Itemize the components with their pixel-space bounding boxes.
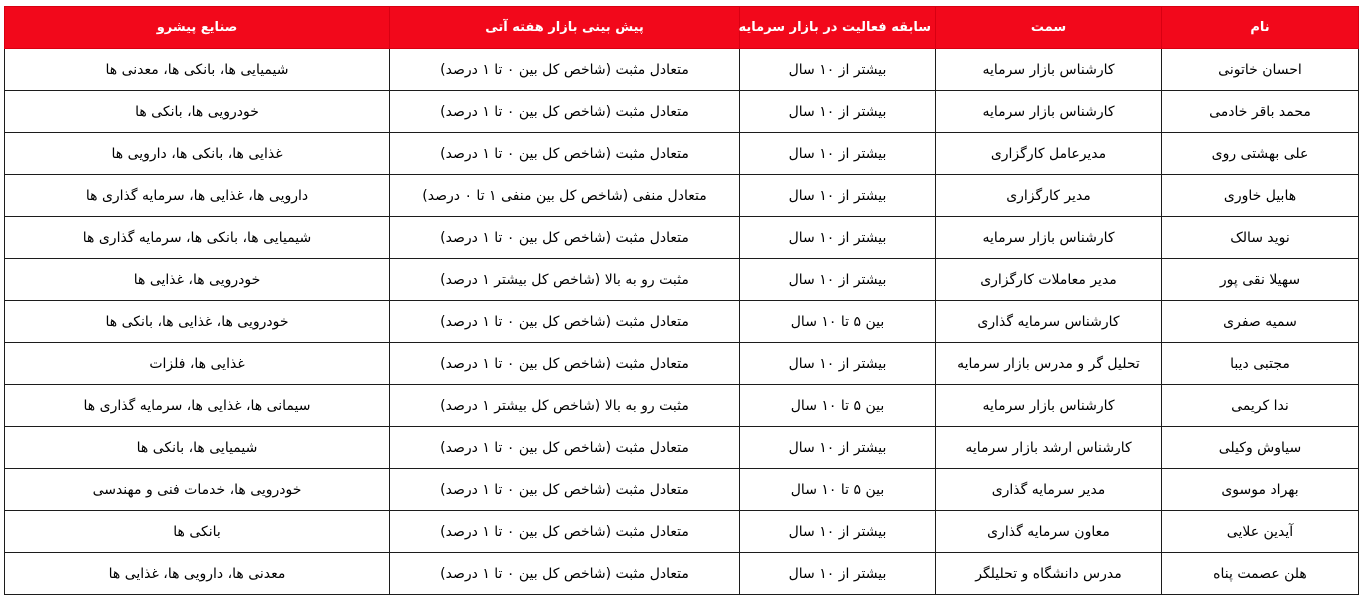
cell-experience: بیشتر از ۱۰ سال bbox=[740, 91, 936, 133]
table-header-row bbox=[5, 7, 1359, 49]
cell-industries: بانکی ها bbox=[5, 511, 390, 553]
table-row bbox=[5, 427, 1359, 469]
table-row bbox=[5, 301, 1359, 343]
cell-forecast: متعادل منفی (شاخص کل بین منفی ۱ تا ۰ درصد) bbox=[390, 175, 740, 217]
analyst-forecast-table-container bbox=[4, 6, 1358, 595]
cell-experience: بین ۵ تا ۱۰ سال bbox=[740, 469, 936, 511]
cell-industries: خودرویی ها، غذایی ها، بانکی ها bbox=[5, 301, 390, 343]
cell-industries: شیمیایی ها، بانکی ها، معدنی ها bbox=[5, 49, 390, 91]
cell-forecast: مثبت رو به بالا (شاخص کل بیشتر ۱ درصد) bbox=[390, 385, 740, 427]
cell-role: تحلیل گر و مدرس بازار سرمایه bbox=[936, 343, 1162, 385]
table-row bbox=[5, 133, 1359, 175]
cell-forecast: متعادل مثبت (شاخص کل بین ۰ تا ۱ درصد) bbox=[390, 301, 740, 343]
cell-name: آیدین علایی bbox=[1162, 511, 1359, 553]
table-row bbox=[5, 511, 1359, 553]
cell-role: کارشناس سرمایه گذاری bbox=[936, 301, 1162, 343]
cell-experience: بیشتر از ۱۰ سال bbox=[740, 217, 936, 259]
cell-experience: بیشتر از ۱۰ سال bbox=[740, 133, 936, 175]
cell-forecast: متعادل مثبت (شاخص کل بین ۰ تا ۱ درصد) bbox=[390, 469, 740, 511]
cell-role: مدیر معاملات کارگزاری bbox=[936, 259, 1162, 301]
cell-name: سمیه صفری bbox=[1162, 301, 1359, 343]
cell-name: نوید سالک bbox=[1162, 217, 1359, 259]
cell-experience: بین ۵ تا ۱۰ سال bbox=[740, 301, 936, 343]
table-row bbox=[5, 385, 1359, 427]
header-role: سمت bbox=[936, 7, 1162, 49]
header-forecast: پیش بینی بازار هفته آتی bbox=[390, 7, 740, 49]
cell-role: کارشناس بازار سرمایه bbox=[936, 49, 1162, 91]
cell-industries: خودرویی ها، غذایی ها bbox=[5, 259, 390, 301]
cell-role: کارشناس ارشد بازار سرمایه bbox=[936, 427, 1162, 469]
cell-forecast: متعادل مثبت (شاخص کل بین ۰ تا ۱ درصد) bbox=[390, 49, 740, 91]
cell-experience: بیشتر از ۱۰ سال bbox=[740, 175, 936, 217]
table-row bbox=[5, 469, 1359, 511]
cell-experience: بیشتر از ۱۰ سال bbox=[740, 49, 936, 91]
cell-role: کارشناس بازار سرمایه bbox=[936, 217, 1162, 259]
cell-forecast: متعادل مثبت (شاخص کل بین ۰ تا ۱ درصد) bbox=[390, 427, 740, 469]
cell-experience: بیشتر از ۱۰ سال bbox=[740, 427, 936, 469]
table-row bbox=[5, 175, 1359, 217]
cell-name: هابیل خاوری bbox=[1162, 175, 1359, 217]
cell-name: محمد باقر خادمی bbox=[1162, 91, 1359, 133]
cell-industries: غذایی ها، بانکی ها، دارویی ها bbox=[5, 133, 390, 175]
cell-forecast: متعادل مثبت (شاخص کل بین ۰ تا ۱ درصد) bbox=[390, 511, 740, 553]
cell-name: بهراد موسوی bbox=[1162, 469, 1359, 511]
cell-experience: بین ۵ تا ۱۰ سال bbox=[740, 385, 936, 427]
cell-industries: غذایی ها، فلزات bbox=[5, 343, 390, 385]
cell-role: مدیرعامل کارگزاری bbox=[936, 133, 1162, 175]
cell-role: معاون سرمایه گذاری bbox=[936, 511, 1162, 553]
table-row bbox=[5, 259, 1359, 301]
analyst-forecast-table bbox=[4, 6, 1359, 595]
cell-name: سیاوش وکیلی bbox=[1162, 427, 1359, 469]
cell-industries: شیمیایی ها، بانکی ها bbox=[5, 427, 390, 469]
cell-forecast: متعادل مثبت (شاخص کل بین ۰ تا ۱ درصد) bbox=[390, 133, 740, 175]
cell-experience: بیشتر از ۱۰ سال bbox=[740, 343, 936, 385]
cell-role: کارشناس بازار سرمایه bbox=[936, 385, 1162, 427]
cell-name: سهیلا نقی پور bbox=[1162, 259, 1359, 301]
cell-name: ندا کریمی bbox=[1162, 385, 1359, 427]
table-row bbox=[5, 343, 1359, 385]
cell-forecast: متعادل مثبت (شاخص کل بین ۰ تا ۱ درصد) bbox=[390, 343, 740, 385]
cell-industries: خودرویی ها، خدمات فنی و مهندسی bbox=[5, 469, 390, 511]
table-row bbox=[5, 217, 1359, 259]
table-row bbox=[5, 91, 1359, 133]
cell-industries: سیمانی ها، غذایی ها، سرمایه گذاری ها bbox=[5, 385, 390, 427]
cell-experience: بیشتر از ۱۰ سال bbox=[740, 259, 936, 301]
cell-name: مجتبی دیبا bbox=[1162, 343, 1359, 385]
cell-forecast: متعادل مثبت (شاخص کل بین ۰ تا ۱ درصد) bbox=[390, 217, 740, 259]
header-name: نام bbox=[1162, 7, 1359, 49]
cell-forecast: متعادل مثبت (شاخص کل بین ۰ تا ۱ درصد) bbox=[390, 553, 740, 595]
cell-name: هلن عصمت پناه bbox=[1162, 553, 1359, 595]
header-industries: صنایع پیشرو bbox=[5, 7, 390, 49]
table-row bbox=[5, 49, 1359, 91]
cell-name: احسان خاتونی bbox=[1162, 49, 1359, 91]
cell-experience: بیشتر از ۱۰ سال bbox=[740, 553, 936, 595]
table-body bbox=[5, 49, 1359, 595]
cell-role: مدیر کارگزاری bbox=[936, 175, 1162, 217]
cell-forecast: متعادل مثبت (شاخص کل بین ۰ تا ۱ درصد) bbox=[390, 91, 740, 133]
table-row bbox=[5, 553, 1359, 595]
cell-industries: دارویی ها، غذایی ها، سرمایه گذاری ها bbox=[5, 175, 390, 217]
cell-role: مدرس دانشگاه و تحلیلگر bbox=[936, 553, 1162, 595]
cell-forecast: مثبت رو به بالا (شاخص کل بیشتر ۱ درصد) bbox=[390, 259, 740, 301]
cell-experience: بیشتر از ۱۰ سال bbox=[740, 511, 936, 553]
cell-industries: خودرویی ها، بانکی ها bbox=[5, 91, 390, 133]
cell-industries: معدنی ها، دارویی ها، غذایی ها bbox=[5, 553, 390, 595]
cell-industries: شیمیایی ها، بانکی ها، سرمایه گذاری ها bbox=[5, 217, 390, 259]
cell-name: علی بهشتی روی bbox=[1162, 133, 1359, 175]
cell-role: مدیر سرمایه گذاری bbox=[936, 469, 1162, 511]
header-experience: سابقه فعالیت در بازار سرمایه bbox=[740, 7, 936, 49]
cell-role: کارشناس بازار سرمایه bbox=[936, 91, 1162, 133]
